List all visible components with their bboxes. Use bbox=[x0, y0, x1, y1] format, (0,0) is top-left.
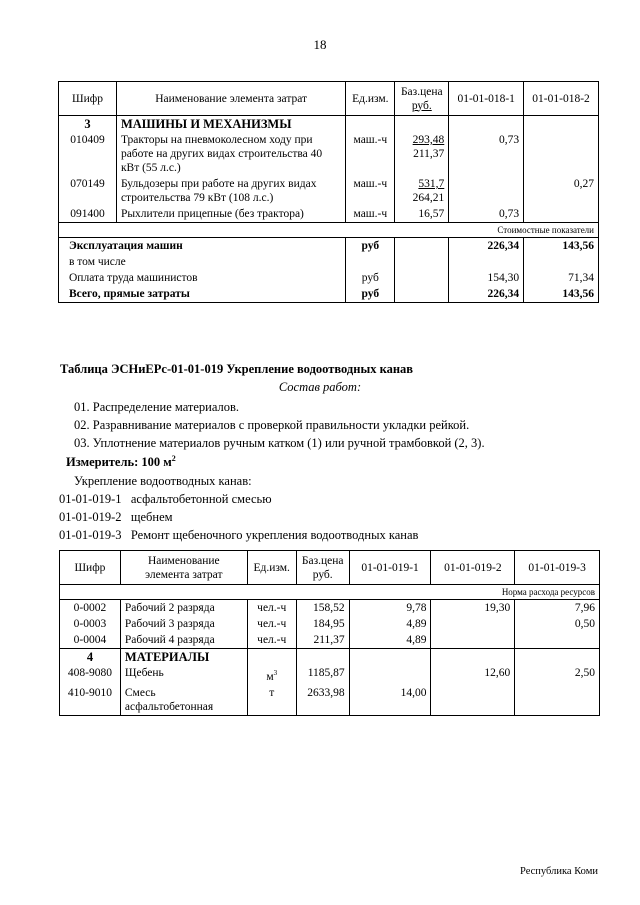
header-col1: 01-01-019-1 bbox=[349, 551, 431, 585]
table-row: 0-0003 Рабочий 3 разряда чел.-ч 184,95 4,89 0,50 bbox=[60, 616, 600, 632]
resources-table bbox=[59, 550, 600, 716]
composition-title: Состав работ: bbox=[278, 380, 362, 394]
header-col1: 01-01-018-1 bbox=[449, 82, 524, 116]
section-title: МАТЕРИАЛЫ bbox=[120, 649, 247, 666]
variant-item: 01-01-019-3 Ремонт щебеночного укрепления водоотводных канав bbox=[59, 528, 419, 542]
header-unit: Ед.изм. bbox=[346, 82, 395, 116]
header-col2: 01-01-019-2 bbox=[431, 551, 515, 585]
header-price: Баз.цена руб. bbox=[296, 551, 349, 585]
header-unit: Ед.изм. bbox=[247, 551, 296, 585]
summary-row: Оплата труда машинистов руб 154,30 71,34 bbox=[59, 270, 599, 286]
meter-label: Измеритель: 100 $м^2$ bbox=[66, 454, 176, 470]
work-item: 02. Разравнивание материалов с проверкой правильности укладки рейкой. bbox=[74, 418, 470, 432]
table-title: Таблица ЭСНиЕРс-01-01-019 Укрепление водоотводных канав bbox=[60, 362, 414, 376]
table-row: 410-9010 Смесь асфальтобетонная т 2633,98 14,00 bbox=[60, 685, 600, 716]
table-row: 408-9080 Щебень $м^3$ 1185,87 12,60 2,50 bbox=[60, 665, 600, 685]
section-num: 4 bbox=[60, 649, 121, 666]
table-row: 010409 Тракторы на пневмоколесном ходу при работе на других видах строительства 40 кВт (55 л.с.) маш.-ч 293,48 211,37 0,73 bbox=[59, 132, 599, 176]
summary-row: в том числе bbox=[59, 254, 599, 270]
cost-caption: Стоимостные показатели bbox=[59, 223, 599, 238]
header-code: Шифр bbox=[60, 551, 121, 585]
header-price: Баз.цена руб. bbox=[395, 82, 449, 116]
table-row: 070149 Бульдозеры при работе на других видах строительства 79 кВт (108 л.с.) маш.-ч 531,7 264,21 0,27 bbox=[59, 176, 599, 206]
table-row: 0-0002 Рабочий 2 разряда чел.-ч 158,52 9,78 19,30 7,96 bbox=[60, 600, 600, 617]
subtitle: Укрепление водоотводных канав: bbox=[74, 474, 252, 488]
summary-row: Всего, прямые затраты руб 226,34 143,56 bbox=[59, 286, 599, 303]
norm-caption: Норма расхода ресурсов bbox=[60, 585, 600, 600]
table-row: 0-0004 Рабочий 4 разряда чел.-ч 211,37 4,89 bbox=[60, 632, 600, 649]
section-title: МАШИНЫ И МЕХАНИЗМЫ bbox=[116, 116, 345, 133]
header-name: Наименование элемента затрат bbox=[116, 82, 345, 116]
page-number: 18 bbox=[313, 37, 327, 52]
variant-item: 01-01-019-1 асфальтобетонной смесью bbox=[59, 492, 272, 506]
header-name: Наименование элемента затрат bbox=[120, 551, 247, 585]
header-col3: 01-01-019-3 bbox=[515, 551, 600, 585]
summary-row: Эксплуатация машин руб 226,34 143,56 bbox=[59, 238, 599, 255]
table-row: 091400 Рыхлители прицепные (без трактора) маш.-ч 16,57 0,73 bbox=[59, 206, 599, 223]
header-col2: 01-01-018-2 bbox=[524, 82, 599, 116]
section-num: 3 bbox=[59, 116, 117, 133]
header-code: Шифр bbox=[59, 82, 117, 116]
machines-table bbox=[58, 81, 599, 303]
footer-region: Республика Коми bbox=[520, 866, 598, 877]
work-item: 01. Распределение материалов. bbox=[74, 400, 240, 414]
variant-item: 01-01-019-2 щебнем bbox=[59, 510, 173, 524]
work-item: 03. Уплотнение материалов ручным катком (1) или ручной трамбовкой (2, 3). bbox=[74, 436, 485, 450]
